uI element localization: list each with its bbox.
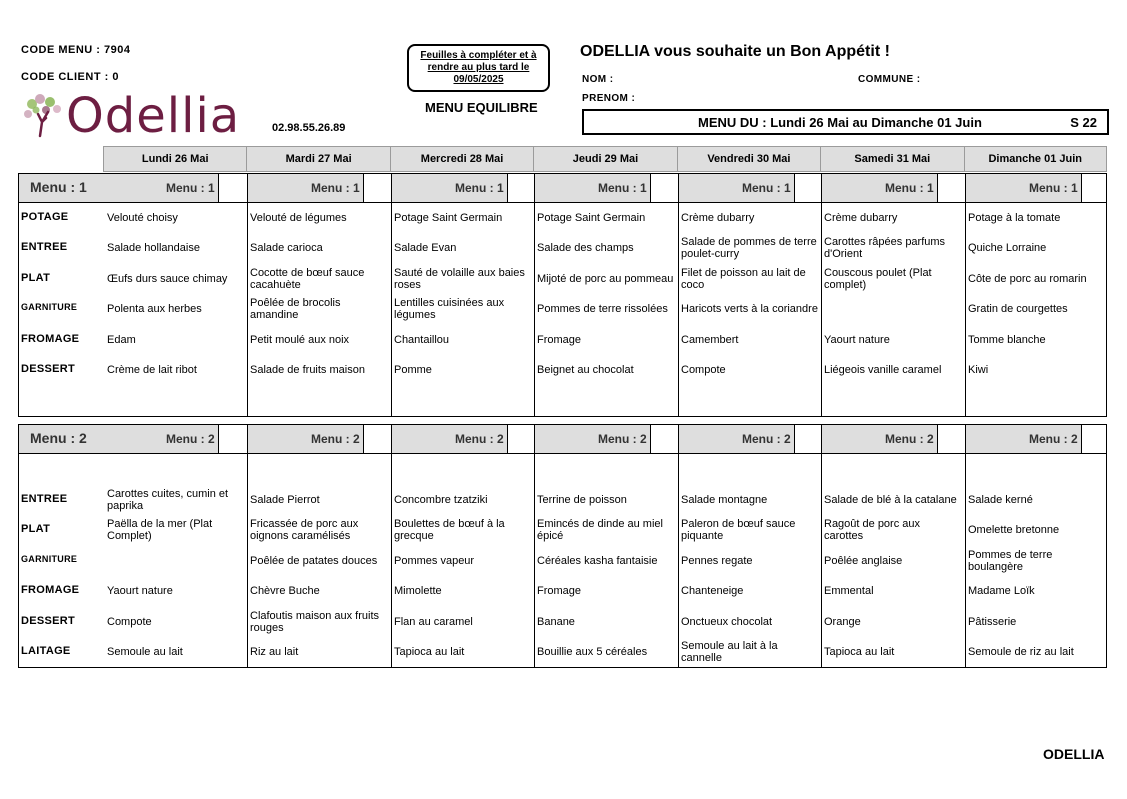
course-label: PLAT xyxy=(21,272,51,284)
dish-cell: Salade Pierrot xyxy=(250,494,320,506)
menu-header-divider xyxy=(218,425,219,453)
dish-cell: Chantaillou xyxy=(394,334,450,346)
day-header: Vendredi 30 Mai xyxy=(677,146,820,172)
menu-header-divider xyxy=(218,174,219,202)
dish-cell: Pommes vapeur xyxy=(394,555,475,567)
column-divider xyxy=(391,425,392,667)
menu-title: Menu : 2 xyxy=(30,430,87,446)
dish-cell: Salade de pommes de terre poulet-curry xyxy=(681,236,817,260)
menu-header-divider xyxy=(937,425,938,453)
dish-cell: Fromage xyxy=(537,334,582,346)
week-number: S 22 xyxy=(1070,114,1097,130)
menu-header-divider xyxy=(794,174,795,202)
dish-cell: Carottes cuites, cumin et paprika xyxy=(107,488,229,512)
menu-header-divider xyxy=(1081,425,1082,453)
column-divider xyxy=(678,174,679,416)
dish-cell: Fromage xyxy=(537,585,582,597)
course-label: ENTREE xyxy=(21,493,68,505)
dish-cell: Salade des champs xyxy=(537,242,634,254)
menu-header-line xyxy=(19,453,1106,454)
dish-cell: Potage Saint Germain xyxy=(394,212,503,224)
menu-type: MENU EQUILIBRE xyxy=(425,100,538,115)
dish-cell: Liégeois vanille caramel xyxy=(824,364,942,376)
dish-cell xyxy=(107,548,243,574)
column-divider xyxy=(391,174,392,416)
dish-cell: Salade montagne xyxy=(681,494,768,506)
dish-cell: Bouillie aux 5 céréales xyxy=(537,646,648,658)
column-divider xyxy=(247,425,248,667)
dish-cell: Lentilles cuisinées aux légumes xyxy=(394,297,505,321)
menu-header-divider xyxy=(507,425,508,453)
dish-cell: Velouté de légumes xyxy=(250,212,347,224)
dish-cell: Flan au caramel xyxy=(394,616,473,628)
menu-header-divider xyxy=(1081,174,1082,202)
commune-label: COMMUNE : xyxy=(858,74,921,85)
column-divider xyxy=(821,174,822,416)
footer-brand: ODELLIA xyxy=(1043,746,1105,762)
dish-cell: Velouté choisy xyxy=(107,212,178,224)
course-label: ENTREE xyxy=(21,241,68,253)
dish-cell: Salade de fruits maison xyxy=(250,364,365,376)
dish-cell: Petit moulé aux noix xyxy=(250,334,350,346)
dish-cell: Haricots verts à la coriandre xyxy=(681,303,818,315)
menu-header-line xyxy=(19,202,1106,203)
odellia-logo: Odellia xyxy=(66,88,241,144)
deadline-line-2: rendre au plus tard le xyxy=(427,62,530,73)
dish-cell: Couscous poulet (Plat complet) xyxy=(824,267,932,291)
dish-cell: Polenta aux herbes xyxy=(107,303,202,315)
dish-cell: Paëlla de la mer (Plat Complet) xyxy=(107,518,213,542)
nom-label: NOM : xyxy=(582,74,614,85)
course-label: LAITAGE xyxy=(21,645,71,657)
deadline-line-1: Feuilles à compléter et à xyxy=(420,50,537,61)
dish-cell: Yaourt nature xyxy=(824,334,890,346)
dish-cell: Madame Loïk xyxy=(968,585,1035,597)
day-header: Mercredi 28 Mai xyxy=(390,146,533,172)
dish-cell: Chanteneige xyxy=(681,585,744,597)
menu-day-label: Menu : 2 xyxy=(311,432,360,446)
deadline-line-3: 09/05/2025 xyxy=(453,74,504,85)
dish-cell: Cocotte de bœuf sauce cacahuète xyxy=(250,267,365,291)
dish-cell: Pommes de terre rissolées xyxy=(537,303,668,315)
dish-cell: Semoule au lait à la cannelle xyxy=(681,640,778,664)
wish-title: ODELLIA vous souhaite un Bon Appétit ! xyxy=(580,43,890,60)
dish-cell: Riz au lait xyxy=(250,646,299,658)
dish-cell: Concombre tzatziki xyxy=(394,494,488,506)
menu-day-label: Menu : 2 xyxy=(885,432,934,446)
menu-header-divider xyxy=(363,174,364,202)
dish-cell: Potage à la tomate xyxy=(968,212,1061,224)
column-divider xyxy=(965,425,966,667)
dish-cell: Mijoté de porc au pommeau xyxy=(537,273,674,285)
dish-cell: Pommes de terre boulangère xyxy=(968,549,1053,573)
menu-1-block xyxy=(18,173,1107,417)
day-header-row xyxy=(103,146,1107,172)
menu-header-divider xyxy=(650,174,651,202)
menu-header-divider xyxy=(650,425,651,453)
dish-cell: Tomme blanche xyxy=(968,334,1046,346)
dish-cell: Paleron de bœuf sauce piquante xyxy=(681,518,796,542)
menu-day-label: Menu : 1 xyxy=(311,181,360,195)
dish-cell: Semoule de riz au lait xyxy=(968,646,1074,658)
dish-cell: Chèvre Buche xyxy=(250,585,320,597)
dish-cell: Omelette bretonne xyxy=(968,524,1060,536)
dish-cell: Gratin de courgettes xyxy=(968,303,1068,315)
code-client: CODE CLIENT : 0 xyxy=(21,71,119,83)
dish-cell: Sauté de volaille aux baies roses xyxy=(394,267,525,291)
menu-header-divider xyxy=(363,425,364,453)
dish-cell: Filet de poisson au lait de coco xyxy=(681,267,806,291)
code-menu: CODE MENU : 7904 xyxy=(21,44,131,56)
dish-cell: Crème de lait ribot xyxy=(107,364,197,376)
dish-cell: Orange xyxy=(824,616,861,628)
menu-title: Menu : 1 xyxy=(30,179,87,195)
dish-cell: Tapioca au lait xyxy=(824,646,895,658)
dish-cell: Crème dubarry xyxy=(824,212,898,224)
dish-cell xyxy=(824,296,962,322)
dish-cell: Banane xyxy=(537,616,575,628)
dish-cell: Terrine de poisson xyxy=(537,494,627,506)
dish-cell: Camembert xyxy=(681,334,739,346)
column-divider xyxy=(678,425,679,667)
dish-cell: Mimolette xyxy=(394,585,442,597)
course-label: DESSERT xyxy=(21,363,76,375)
course-label: GARNITURE xyxy=(21,302,78,312)
dish-cell: Céréales kasha fantaisie xyxy=(537,555,658,567)
dish-cell: Côte de porc au romarin xyxy=(968,273,1087,285)
menu-day-label: Menu : 2 xyxy=(166,432,215,446)
day-header: Jeudi 29 Mai xyxy=(533,146,676,172)
dish-cell: Carottes râpées parfums d'Orient xyxy=(824,236,946,260)
menu-day-label: Menu : 2 xyxy=(455,432,504,446)
dish-cell: Poêlée anglaise xyxy=(824,555,903,567)
dish-cell: Emmental xyxy=(824,585,874,597)
dish-cell: Edam xyxy=(107,334,136,346)
day-header: Mardi 27 Mai xyxy=(246,146,389,172)
dish-cell: Pennes regate xyxy=(681,555,753,567)
menu-day-label: Menu : 1 xyxy=(166,181,215,195)
dish-cell: Boulettes de bœuf à la grecque xyxy=(394,518,505,542)
menu-2-block xyxy=(18,424,1107,668)
dish-cell: Beignet au chocolat xyxy=(537,364,634,376)
dish-cell: Potage Saint Germain xyxy=(537,212,646,224)
menu-header-divider xyxy=(937,174,938,202)
dish-cell: Pomme xyxy=(394,364,432,376)
dish-cell: Salade hollandaise xyxy=(107,242,200,254)
dish-cell: Poêlée de patates douces xyxy=(250,555,378,567)
dish-cell: Pâtisserie xyxy=(968,616,1017,628)
menu-day-label: Menu : 2 xyxy=(598,432,647,446)
week-box xyxy=(582,109,1109,135)
dish-cell: Ragoût de porc aux carottes xyxy=(824,518,921,542)
dish-cell: Yaourt nature xyxy=(107,585,173,597)
dish-cell: Poêlée de brocolis amandine xyxy=(250,297,341,321)
course-label: FROMAGE xyxy=(21,584,80,596)
menu-header-divider xyxy=(794,425,795,453)
day-header: Samedi 31 Mai xyxy=(820,146,963,172)
dish-cell: Kiwi xyxy=(968,364,989,376)
dish-cell: Tapioca au lait xyxy=(394,646,465,658)
menu-day-label: Menu : 2 xyxy=(742,432,791,446)
dish-cell: Emincés de dinde au miel épicé xyxy=(537,518,663,542)
menu-day-label: Menu : 2 xyxy=(1029,432,1078,446)
menu-header-divider xyxy=(507,174,508,202)
course-label: POTAGE xyxy=(21,211,69,223)
prenom-label: PRENOM : xyxy=(582,93,636,104)
menu-day-label: Menu : 1 xyxy=(885,181,934,195)
dish-cell: Crème dubarry xyxy=(681,212,755,224)
deadline-notice xyxy=(407,44,550,92)
menu-day-label: Menu : 1 xyxy=(455,181,504,195)
dish-cell: Compote xyxy=(107,616,152,628)
day-header: Dimanche 01 Juin xyxy=(964,146,1107,172)
dish-cell: Œufs durs sauce chimay xyxy=(107,273,228,285)
dish-cell: Salade kerné xyxy=(968,494,1033,506)
column-divider xyxy=(965,174,966,416)
week-label: MENU DU : Lundi 26 Mai au Dimanche 01 Juin xyxy=(698,114,982,130)
course-label: PLAT xyxy=(21,523,51,535)
column-divider xyxy=(534,174,535,416)
menu-day-label: Menu : 1 xyxy=(1029,181,1078,195)
dish-cell: Clafoutis maison aux fruits rouges xyxy=(250,610,379,634)
dish-cell: Compote xyxy=(681,364,726,376)
day-header: Lundi 26 Mai xyxy=(103,146,246,172)
menu-day-label: Menu : 1 xyxy=(742,181,791,195)
dish-cell: Fricassée de porc aux oignons caramélisés xyxy=(250,518,359,542)
column-divider xyxy=(821,425,822,667)
course-label: GARNITURE xyxy=(21,554,78,564)
course-label: DESSERT xyxy=(21,615,76,627)
course-label: FROMAGE xyxy=(21,333,80,345)
dish-cell: Salade carioca xyxy=(250,242,323,254)
dish-cell: Salade de blé à la catalane xyxy=(824,494,957,506)
menu-day-label: Menu : 1 xyxy=(598,181,647,195)
dish-cell: Salade Evan xyxy=(394,242,457,254)
dish-cell: Quiche Lorraine xyxy=(968,242,1047,254)
dish-cell: Semoule au lait xyxy=(107,646,183,658)
phone-number: 02.98.55.26.89 xyxy=(272,122,346,134)
column-divider xyxy=(247,174,248,416)
column-divider xyxy=(534,425,535,667)
dish-cell: Onctueux chocolat xyxy=(681,616,773,628)
